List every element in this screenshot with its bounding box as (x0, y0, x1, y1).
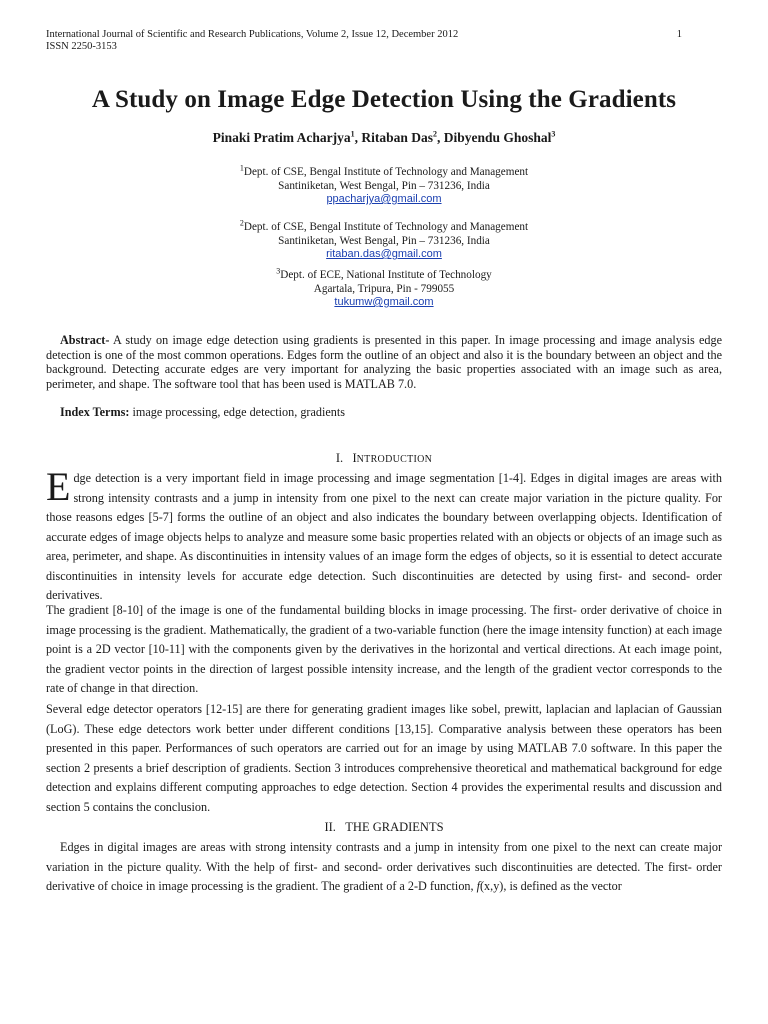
page-number: 1 (676, 29, 682, 40)
section-title: THE GRADIENTS (345, 820, 444, 834)
author-email-link[interactable]: tukumw@gmail.com (334, 296, 434, 308)
section-numeral: I. (335, 451, 344, 465)
index-terms (46, 405, 722, 420)
running-header (46, 29, 458, 53)
index-terms-text: image processing, edge detection, gradients (129, 405, 346, 419)
author-name: Pinaki Pratim Acharjya (212, 130, 351, 145)
paragraph-text: The gradient [8-10] of the image is one of the fundamental building blocks in image processing. The first- order derivative of choice in image processing is the gradient. Mathematically, the gradient of a two-variable function (here the image intensity function) at each image point is a 2D vector [10-11] with the components given by the derivatives in the horizontal and vertical directions. At each image point, the gradient vector points in the direction of largest possible intensity increase, and the length of the gradient vector corresponds to the rate of change in that direction. (46, 603, 722, 695)
author-list (0, 130, 768, 146)
abstract-label: Abstract- (60, 333, 110, 347)
affiliation-block (0, 163, 768, 207)
author-affil-mark: 1 (350, 129, 355, 139)
author-separator: , (436, 130, 444, 145)
section-numeral: II. (324, 820, 336, 834)
paragraph-text: dge detection is a very important field in image processing and image segmentation [1-4]. Edges in digital images are areas with strong intensity contrasts and a jump in intensity from one pixel to the next can create major variation in the picture quality. For those reasons edges [5-7] forms the outline of an object and also indicates the boundary between overlapping objects. Identification of accurate edges of image objects helps to analyze and measure some basic properties related with an objects or objects of an image such as area, perimeter, and shape. As discontinuities in intensity values of an image form the edges of objects, so it is essential to detect accurate discontinuities in intensity levels for accurate edge detection. Such discontinuities are detected by using first- and second- order derivatives. (46, 471, 722, 602)
intro-paragraph-2 (46, 601, 722, 699)
section-heading-introduction (0, 451, 768, 466)
affiliation-address: Santiniketan, West Bengal, Pin – 731236, India (278, 234, 490, 247)
section-title-initial: I (352, 451, 357, 465)
affiliation-address: Santiniketan, West Bengal, Pin – 731236, India (278, 179, 490, 192)
affiliation-block (0, 218, 768, 262)
paragraph-text-tail: (x,y), is defined as the vector (480, 879, 622, 893)
paragraph-text: Several edge detector operators [12-15] are there for generating gradient images like sobel, prewitt, laplacian and laplacian of Gaussian (LoG). These edge detectors work better under different conditions [13,15]. Comparative analysis between these operators has been presented in this paper. Performances of such operators are carried out for an image by using MATLAB 7.0 software. In this paper the section 2 presents a brief description of gradients. Section 3 introduces comprehensive theoretical and mathematical background for edge detection and explains different computing approaches to edge detection. Section 4 provides the experimental results and discussion and section 5 contains the conclusion. (46, 702, 722, 814)
paragraph-text: Edges in digital images are areas with strong intensity contrasts and a jump in intensity from one pixel to the next can create major variation in the picture quality. With the help of first- and second- order derivatives such discontinuities are detected. The first- order derivative of choice in image processing is the gradient. The gradient of a 2-D function, (46, 840, 722, 893)
drop-cap: E (46, 464, 71, 509)
author-affil-mark: 2 (432, 129, 437, 139)
author-affil-mark: 3 (551, 129, 556, 139)
intro-paragraph-1 (46, 464, 722, 606)
gradients-paragraph-1 (46, 838, 722, 897)
author-name: Ritaban Das (361, 130, 433, 145)
journal-citation: International Journal of Scientific and Research Publications, Volume 2, Issue 12, December 2012 (46, 29, 459, 40)
author-email-link[interactable]: ppacharjya@gmail.com (326, 193, 442, 205)
intro-paragraph-3 (46, 700, 722, 817)
affiliation-block (0, 266, 768, 310)
abstract-text: A study on image edge detection using gradients is presented in this paper. In image processing and image analysis edge detection is one of the most common operations. Edges form the outline of an object and also it is the boundary between an object and the background. Detecting accurate edges are very important for analyzing the basic properties associated with an image such as area, perimeter, and shape. The software tool that has been used is MATLAB 7.0. (46, 333, 722, 391)
affiliation-dept (0, 218, 768, 235)
author-name: Dibyendu Ghoshal (443, 130, 552, 145)
affiliation-dept-text: Dept. of ECE, National Institute of Technology (280, 269, 492, 281)
function-symbol: f (476, 879, 480, 893)
section-title-rest: NTRODUCTION (356, 454, 433, 465)
affiliation-dept-text: Dept. of CSE, Bengal Institute of Technology and Management (243, 221, 529, 233)
affiliation-dept (0, 266, 768, 283)
paper-title: A Study on Image Edge Detection Using the Gradients (91, 86, 677, 113)
affiliation-dept-text: Dept. of CSE, Bengal Institute of Technology and Management (243, 166, 529, 178)
author-email-link[interactable]: ritaban.das@gmail.com (326, 248, 442, 260)
abstract (46, 333, 722, 391)
affiliation-dept (0, 163, 768, 180)
affil-mark: 1 (239, 163, 244, 173)
index-terms-label: Index Terms: (60, 405, 130, 419)
affil-mark: 2 (239, 218, 244, 228)
section-heading-gradients (0, 820, 768, 835)
issn: ISSN 2250-3153 (46, 41, 117, 52)
affiliation-address: Agartala, Tripura, Pin - 799055 (313, 282, 455, 295)
affil-mark: 3 (276, 266, 281, 276)
author-separator: , (354, 130, 362, 145)
